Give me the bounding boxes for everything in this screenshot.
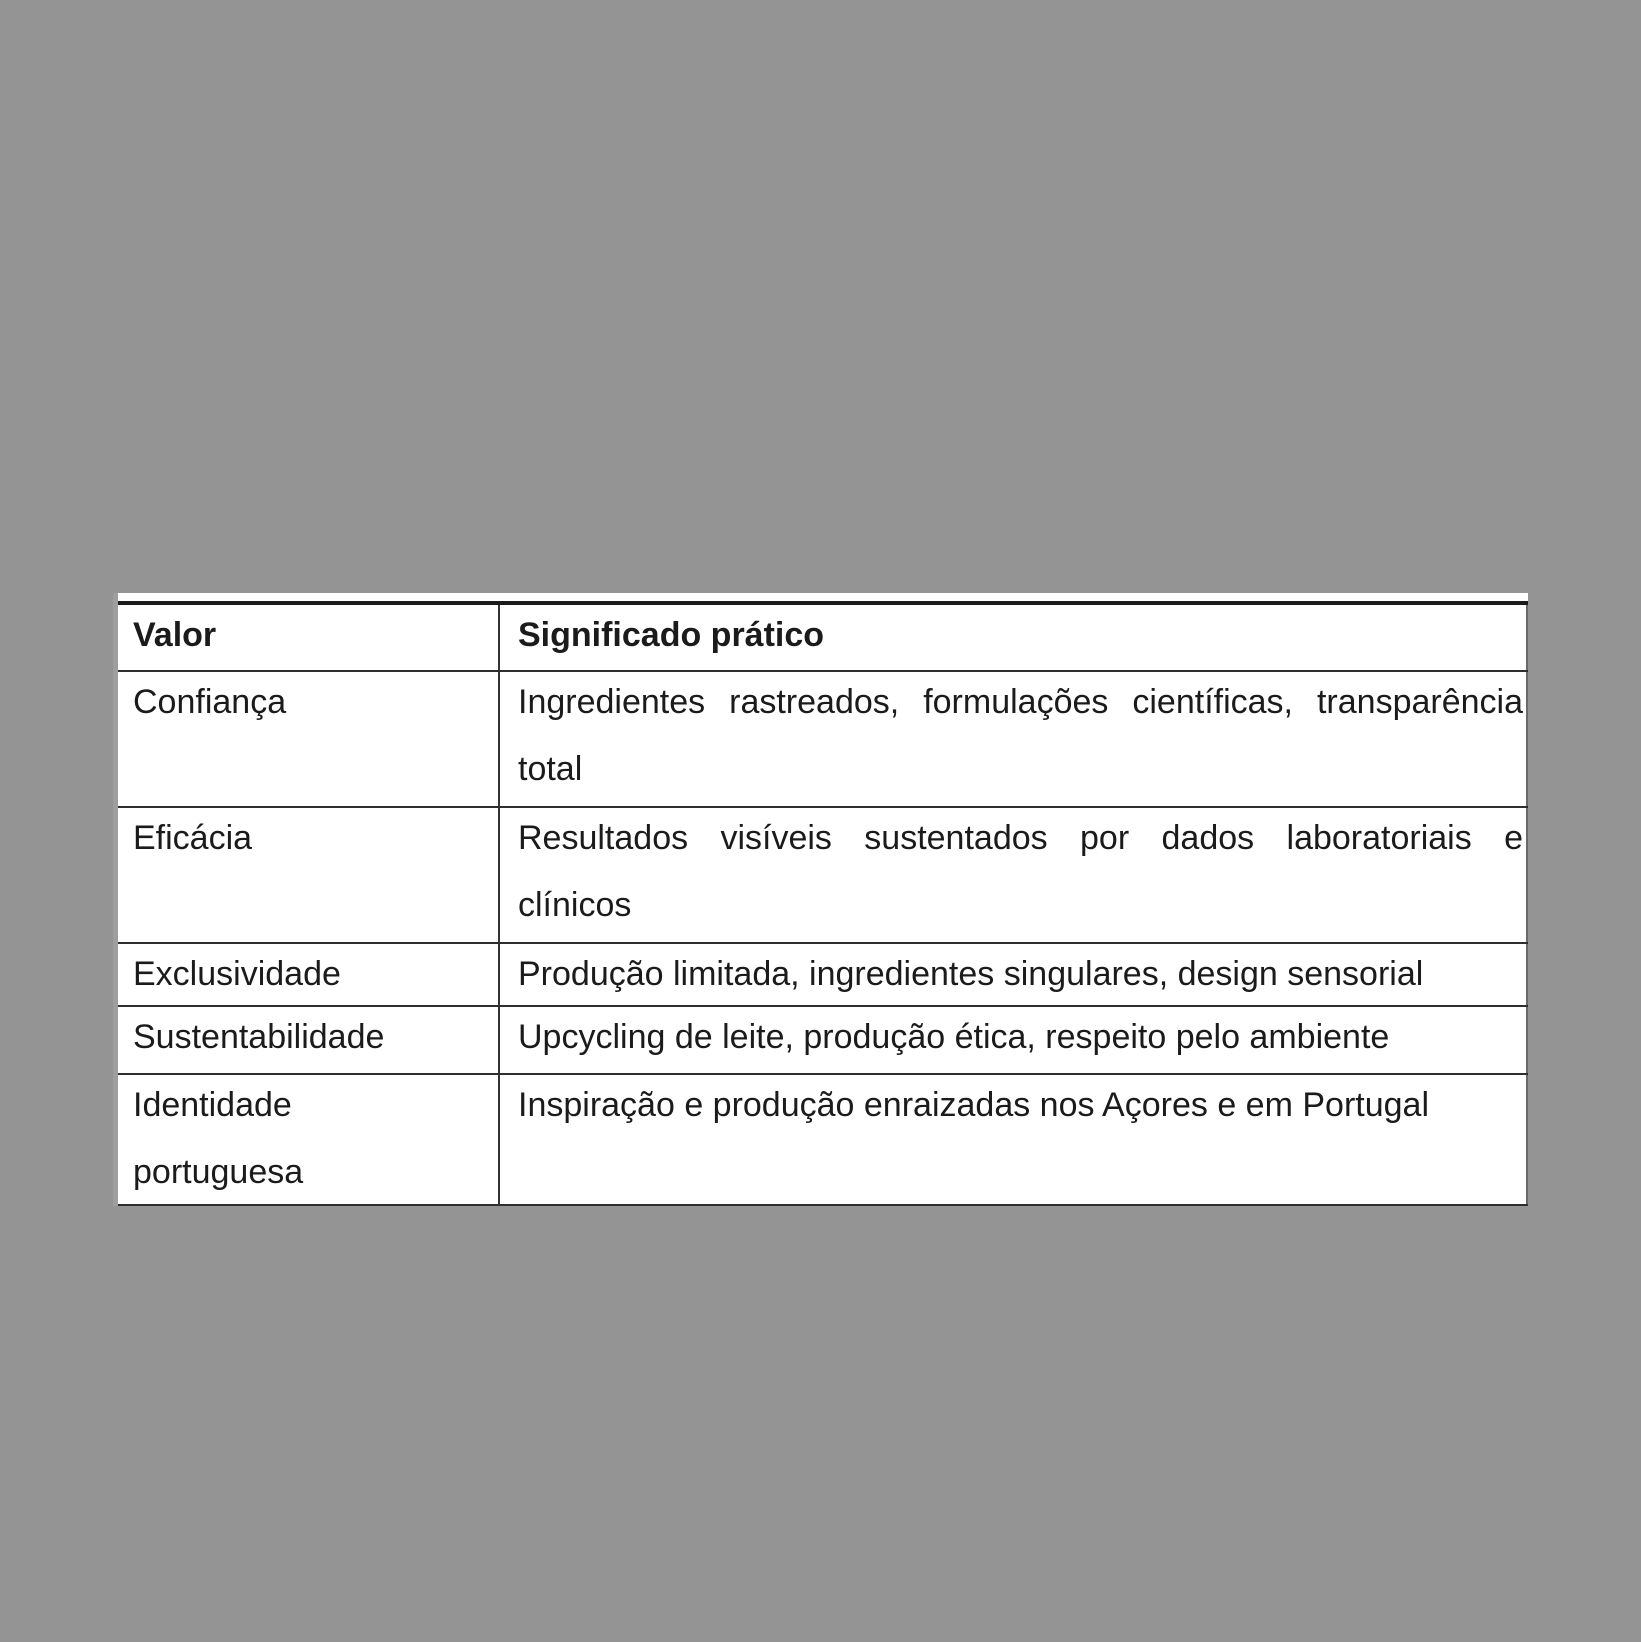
cell-line: portuguesa bbox=[133, 1153, 304, 1191]
header-valor-label: Valor bbox=[133, 616, 217, 654]
cell-line: Resultados visíveis sustentados por dados laboratoriais e bbox=[518, 819, 1523, 857]
cell-line: total bbox=[518, 750, 583, 788]
valor-cell bbox=[118, 943, 499, 1006]
cell-line: Produção limitada, ingredientes singulares, design sensorial bbox=[518, 955, 1424, 993]
cell-line: Upcycling de leite, produção ética, respeito pelo ambiente bbox=[518, 1018, 1390, 1056]
table-row bbox=[118, 807, 1527, 943]
valor-cell bbox=[118, 1006, 499, 1074]
cell-line: Confiança bbox=[133, 683, 287, 721]
cell-line: Identidade bbox=[133, 1086, 292, 1124]
header-valor bbox=[118, 603, 499, 671]
significado-cell bbox=[499, 1074, 1527, 1205]
significado-cell bbox=[499, 1006, 1527, 1074]
valor-cell bbox=[118, 1074, 499, 1205]
header-significado bbox=[499, 603, 1527, 671]
table-header-row bbox=[118, 603, 1527, 671]
cell-line: Sustentabilidade bbox=[133, 1018, 385, 1056]
cell-line: clínicos bbox=[518, 886, 632, 924]
cell-line: Ingredientes rastreados, formulações científicas, transparência bbox=[518, 683, 1523, 721]
document-card bbox=[113, 593, 1528, 1206]
valor-cell bbox=[118, 671, 499, 807]
cell-line: Exclusividade bbox=[133, 955, 341, 993]
table-row bbox=[118, 1074, 1527, 1205]
significado-cell bbox=[499, 807, 1527, 943]
table-row bbox=[118, 943, 1527, 1006]
valor-cell bbox=[118, 807, 499, 943]
cell-line: Inspiração e produção enraizadas nos Açores e em Portugal bbox=[518, 1086, 1429, 1124]
header-significado-label: Significado prático bbox=[518, 616, 825, 654]
table-row bbox=[118, 671, 1527, 807]
values-table bbox=[118, 601, 1528, 1206]
significado-cell bbox=[499, 943, 1527, 1006]
significado-cell bbox=[499, 671, 1527, 807]
cell-line: Eficácia bbox=[133, 819, 253, 857]
table-row bbox=[118, 1006, 1527, 1074]
